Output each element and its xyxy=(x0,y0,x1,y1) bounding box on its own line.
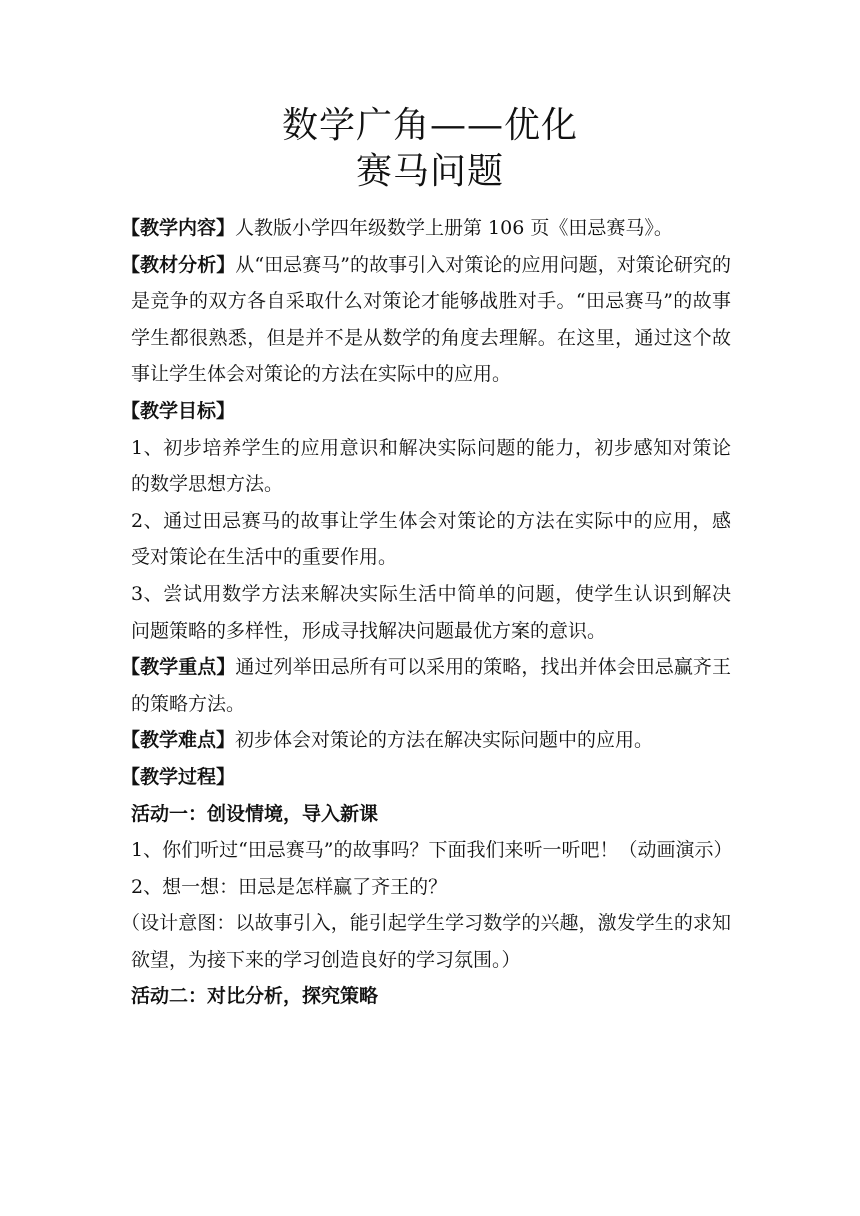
activity1-heading: 活动一：创设情境，导入新课 xyxy=(131,802,379,825)
key-points-paragraph xyxy=(121,649,731,722)
key-points-text: 通过列举田忌所有可以采用的策略，找出并体会田忌赢齐王的策略方法。 xyxy=(131,656,731,715)
material-analysis-text: 从“田忌赛马”的故事引入对策论的应用问题，对策论研究的是竞争的双方各自采取什么对策论才能够战胜对手。“田忌赛马”的故事学生都很熟悉，但是并不是从数学的角度去理解。在这里，通过这个故事让学生体会对策论的方法在实际中的应用。 xyxy=(131,253,731,386)
activity1-design-intent: （设计意图：以故事引入，能引起学生学习数学的兴趣，激发学生的求知欲望，为接下来的学习创造良好的学习氛围。） xyxy=(121,912,731,971)
teaching-content-paragraph xyxy=(121,210,731,247)
document-body xyxy=(121,210,733,1015)
teaching-content-text: 人教版小学四年级数学上册第 106 页《田忌赛马》。 xyxy=(235,217,673,239)
difficulties-text: 初步体会对策论的方法在解决实际问题中的应用。 xyxy=(235,729,654,752)
document-subtitle: 赛马问题 xyxy=(355,151,504,192)
process-heading: 【教学过程】 xyxy=(121,765,236,788)
document-title: 数学广角——优化 xyxy=(281,105,578,146)
difficulties-paragraph xyxy=(121,722,731,759)
material-analysis-label: 【教材分析】 xyxy=(121,253,236,276)
material-analysis-paragraph xyxy=(121,247,731,393)
teaching-content-label: 【教学内容】 xyxy=(121,217,236,239)
objectives-heading: 【教学目标】 xyxy=(121,399,236,422)
objective-item-3: 3、尝试用数学方法来解决实际生活中简单的问题，使学生认识到解决问题策略的多样性，形成寻找解决问题最优方案的意识。 xyxy=(131,582,731,642)
key-points-label: 【教学重点】 xyxy=(121,656,236,679)
objective-item-1: 1、初步培养学生的应用意识和解决实际问题的能力，初步感知对策论的数学思想方法。 xyxy=(131,436,731,496)
activity1-item-2: 2、想一想：田忌是怎样赢了齐王的？ xyxy=(131,875,448,898)
difficulties-label: 【教学难点】 xyxy=(121,729,236,752)
objective-item-2: 2、通过田忌赛马的故事让学生体会对策论的方法在实际中的应用，感受对策论在生活中的重要作用。 xyxy=(131,509,731,569)
activity1-item-1: 1、你们听过“田忌赛马”的故事吗？下面我们来听一听吧！（动画演示） xyxy=(131,839,733,862)
activity2-heading: 活动二：对比分析，探究策略 xyxy=(131,985,379,1008)
